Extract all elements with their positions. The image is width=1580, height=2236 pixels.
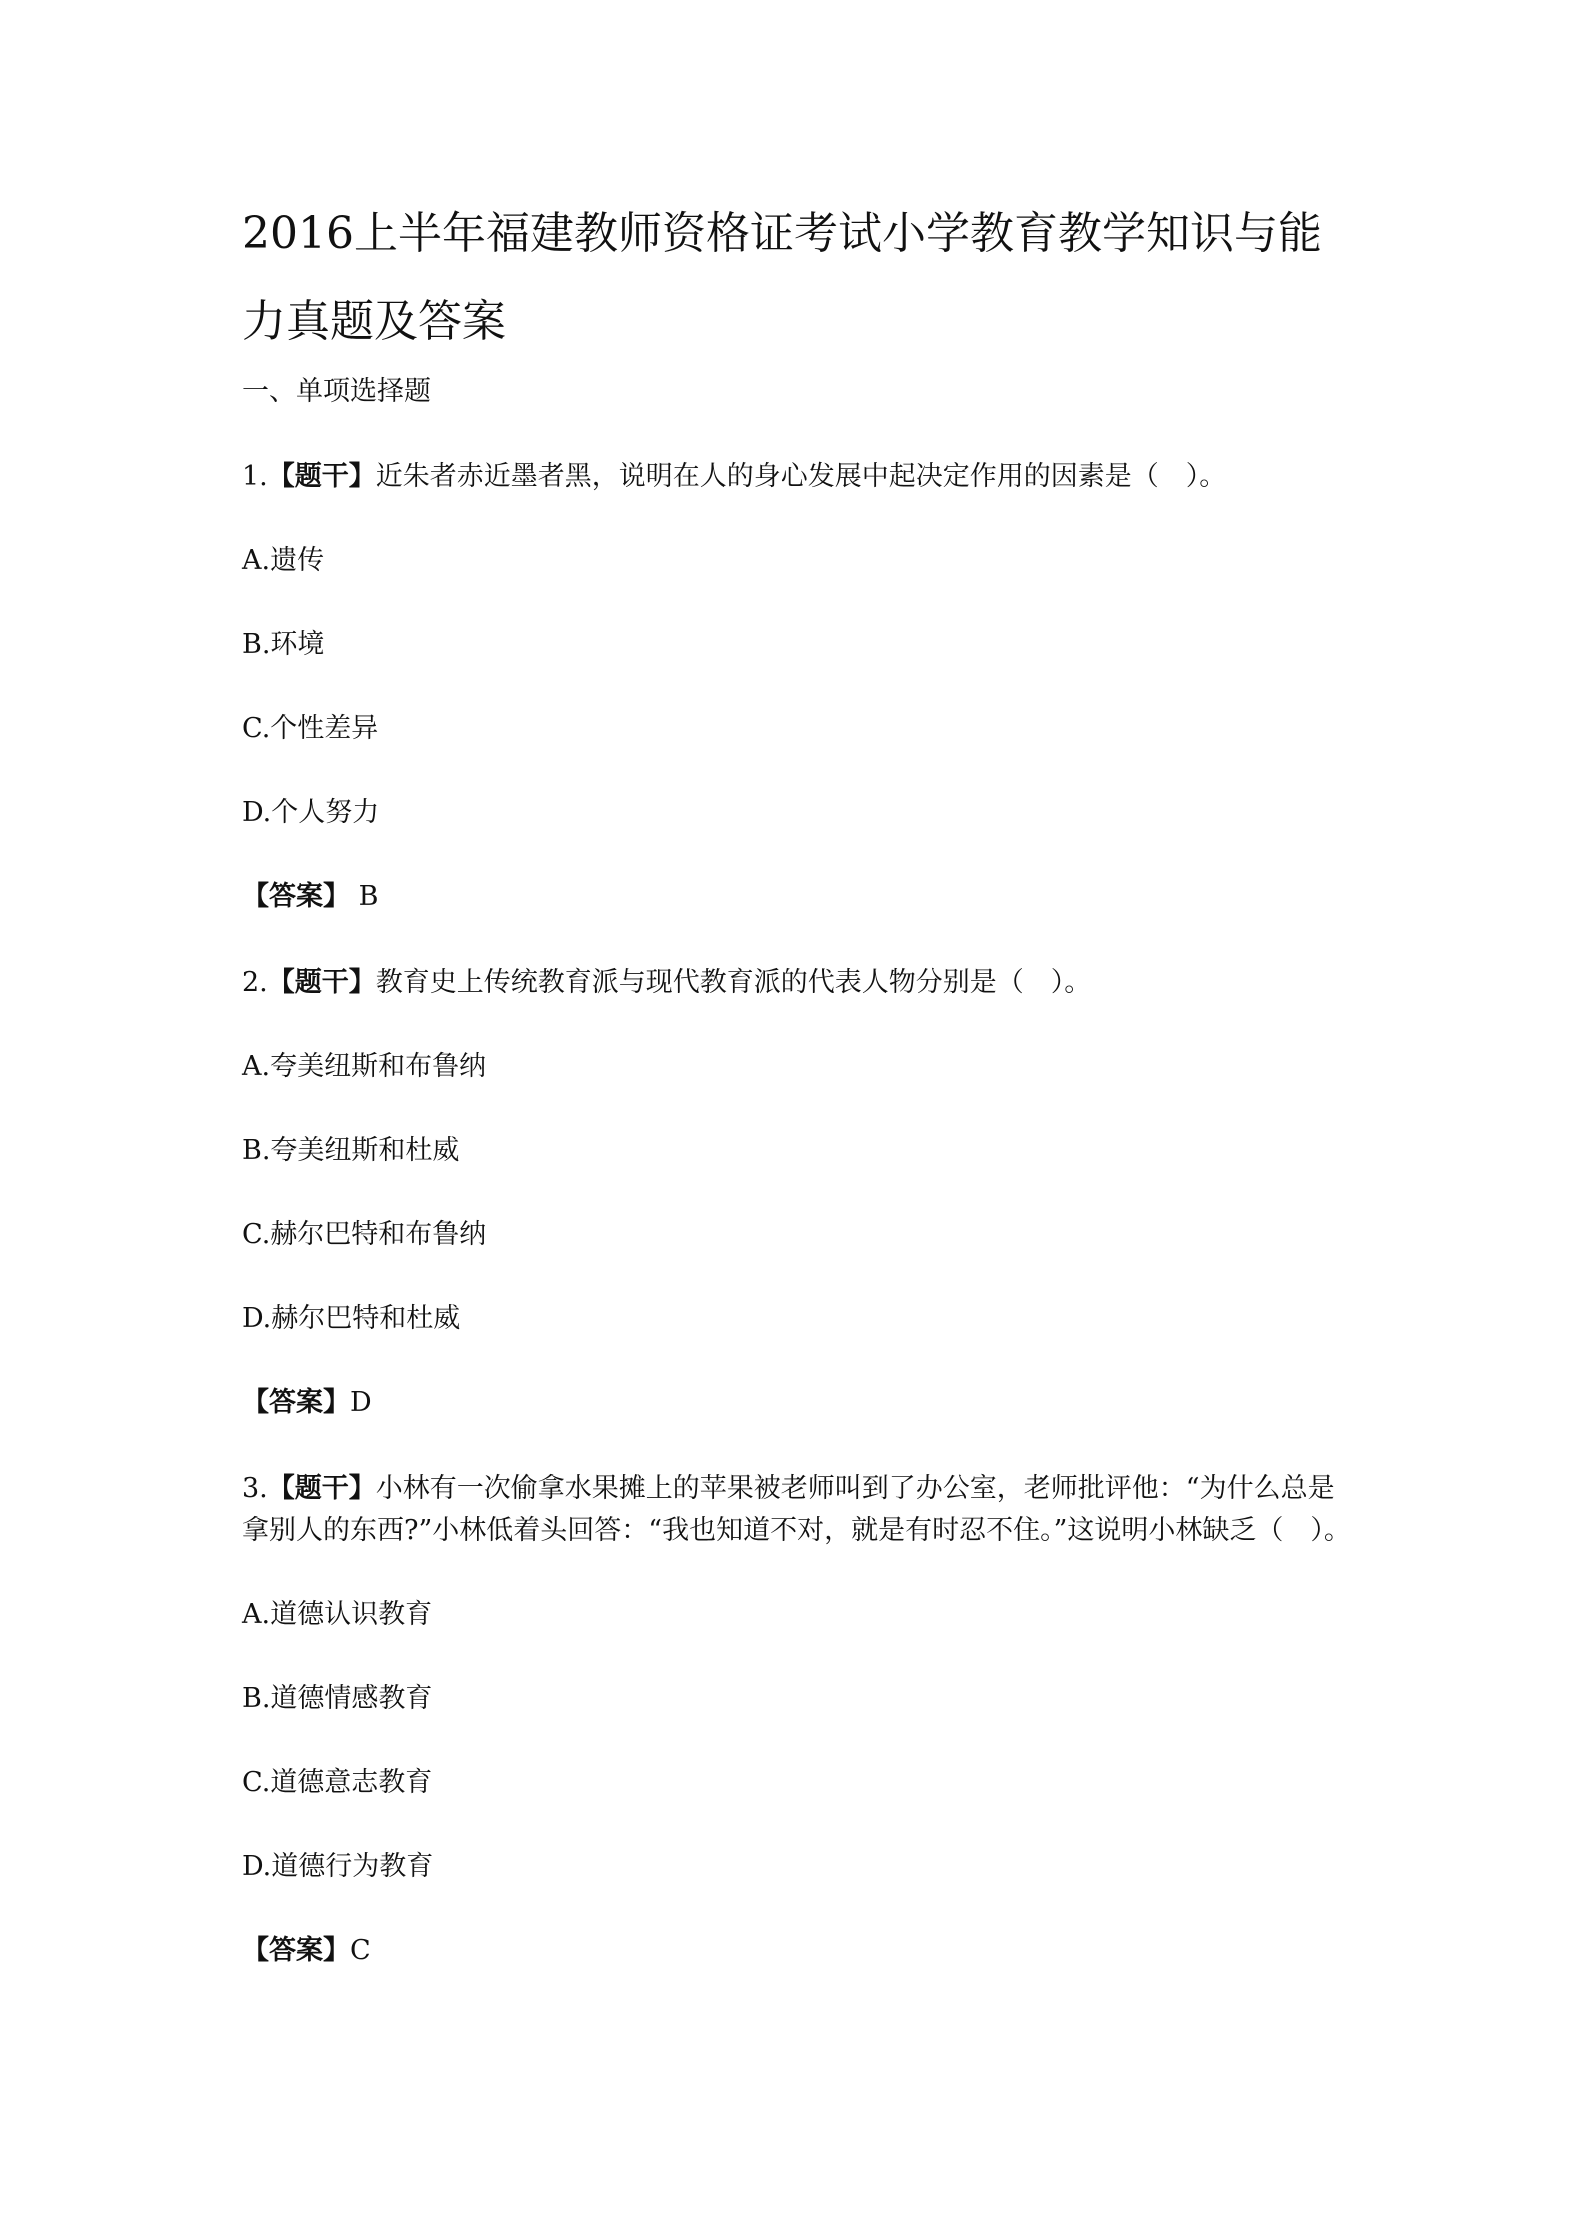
- question-1: [242, 456, 1352, 918]
- stem-tag: 【题干】: [267, 1473, 376, 1504]
- option-c: C.个性差异: [242, 713, 379, 744]
- option-d: D.赫尔巴特和杜威: [242, 1303, 461, 1334]
- option-a: A.道德认识教育: [242, 1599, 433, 1630]
- question-stem: [242, 1468, 1352, 1552]
- option-b: B.夸美纽斯和杜威: [242, 1135, 460, 1166]
- option-c: C.道德意志教育: [242, 1767, 433, 1798]
- question-number: 1.: [242, 461, 268, 492]
- option-b: B.道德情感教育: [242, 1683, 433, 1714]
- stem-tag: 【题干】: [267, 967, 376, 998]
- answer-tag: 【答案】: [242, 1387, 350, 1418]
- stem-tag: 【题干】: [267, 461, 376, 492]
- option-a: A.遗传: [242, 545, 325, 576]
- question-stem: [242, 456, 1352, 498]
- stem-text: 教育史上传统教育派与现代教育派的代表人物分别是（ ）。: [375, 967, 1092, 998]
- answer-value: D: [350, 1387, 372, 1418]
- answer-tag: 【答案】: [242, 1935, 350, 1966]
- answer-line: [242, 1930, 1352, 1972]
- answer-tag: 【答案】: [242, 881, 350, 912]
- answer-value: C: [350, 1935, 371, 1966]
- question-stem: [242, 962, 1352, 1004]
- question-number: 2.: [242, 967, 268, 998]
- answer-line: [242, 1382, 1352, 1424]
- question-2: [242, 962, 1352, 1424]
- section-heading: 一、单项选择题: [242, 376, 431, 407]
- answer-line: [242, 876, 1352, 918]
- document-title: 2016上半年福建教师资格证考试小学教育教学知识与能力真题及答案: [242, 208, 1322, 347]
- stem-text: 近朱者赤近墨者黑，说明在人的身心发展中起决定作用的因素是（ ）。: [375, 461, 1227, 492]
- stem-text: 小林有一次偷拿水果摊上的苹果被老师叫到了办公室，老师批评他：“为什么总是拿别人的东西?”小林低着头回答：“我也知道不对，就是有时忍不住。”这说明小林缺乏（ ）。: [242, 1473, 1351, 1546]
- question-number: 3.: [242, 1473, 268, 1504]
- option-d: D.个人努力: [242, 797, 380, 828]
- option-b: B.环境: [242, 629, 325, 660]
- question-3: [242, 1468, 1352, 1972]
- answer-value: B: [350, 881, 379, 912]
- option-a: A.夸美纽斯和布鲁纳: [242, 1051, 487, 1082]
- document-page: [242, 190, 1352, 1972]
- option-c: C.赫尔巴特和布鲁纳: [242, 1219, 487, 1250]
- option-d: D.道德行为教育: [242, 1851, 434, 1882]
